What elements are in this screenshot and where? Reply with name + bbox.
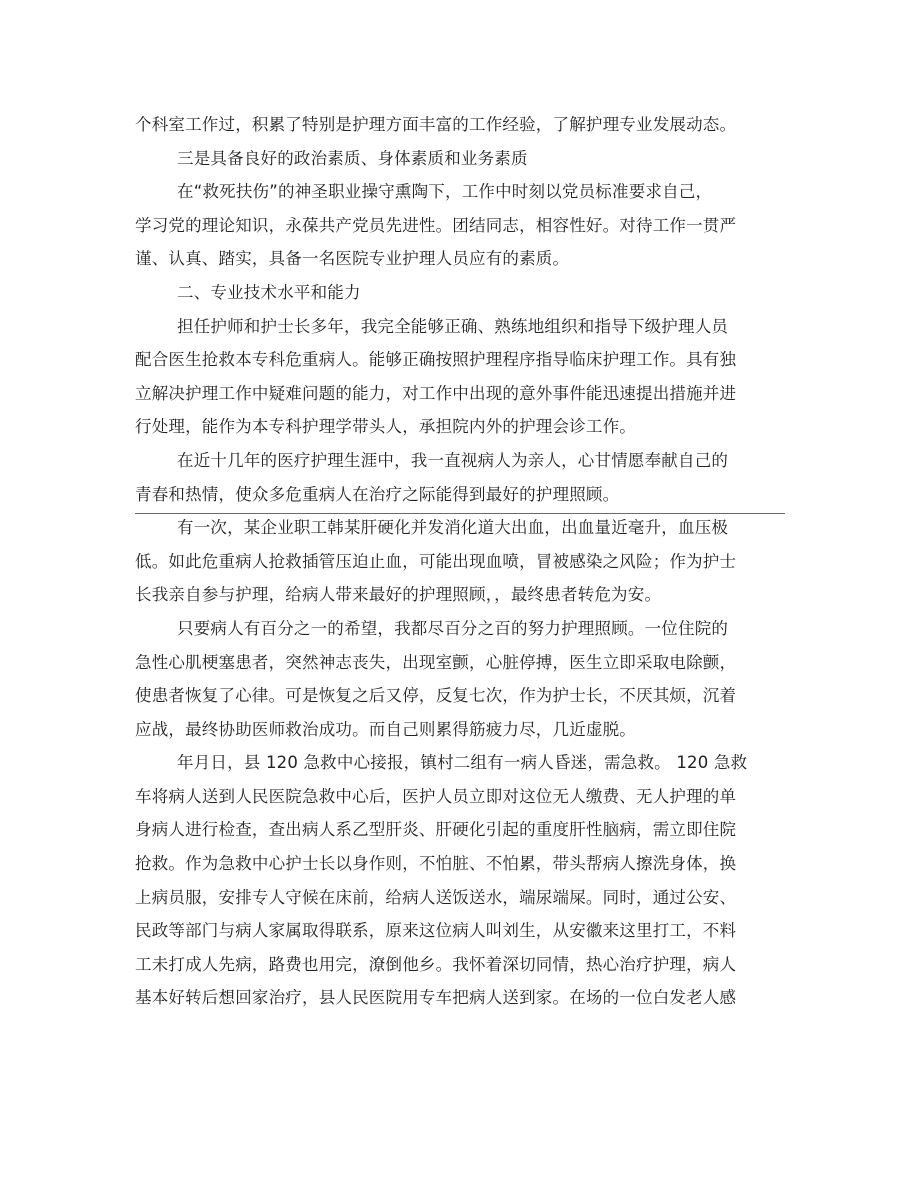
text-line: 个科室工作过，积累了特别是护理方面丰富的工作经验，了解护理专业发展动态。 [135, 115, 737, 134]
text-line: 车将病人送到人民医院急救中心后，医护人员立即对这位无人缴费、无人护理的单 [135, 786, 737, 806]
text-line: 上病员服，安排专人守候在床前，给病人送饭送水，端尿端屎。同时，通过公安、 [135, 887, 737, 907]
text-line: 立解决护理工作中疑难问题的能力，对工作中出现的意外事件能迅速提出措施并进 [135, 383, 737, 403]
text-line: 低。如此危重病人抢救插管压迫止血，可能出现血喷，冒被感染之风险；作为护士 [135, 551, 737, 571]
horizontal-divider [135, 513, 785, 514]
text-line: 只要病人有百分之一的希望，我都尽百分之百的努力护理照顾。一位住院的 [177, 618, 729, 638]
body-text [135, 108, 785, 1015]
text-line: 担任护师和护士长多年，我完全能够正确、熟练地组织和指导下级护理人员 [177, 316, 729, 336]
text-line: 急性心肌梗塞患者，突然神志丧失，出现室颤，心脏停搏，医生立即采取电除颤， [135, 652, 737, 672]
text-line: 三是具备良好的政治素质、身体素质和业务素质 [177, 148, 528, 168]
text-line: 在近十几年的医疗护理生涯中，我一直视病人为亲人，心甘情愿奉献自己的 [177, 450, 729, 470]
text-line: 配合医生抢救本专科危重病人。能够正确按照护理程序指导临床护理工作。具有独 [135, 350, 737, 370]
text-line: 长我亲自参与护理，给病人带来最好的护理照顾，，最终患者转危为安。 [135, 585, 662, 605]
text-line: 抢救。作为急救中心护士长以身作则，不怕脏、不怕累，带头帮病人擦洗身体，换 [135, 854, 737, 874]
text-line: 工未打成人先病，路费也用完，潦倒他乡。我怀着深切同情，热心治疗护理，病人 [135, 954, 737, 974]
text-line: 谨、认真、踏实，具备一名医院专业护理人员应有的素质。 [135, 249, 570, 269]
text-line: 有一次，某企业职工韩某肝硬化并发消化道大出血，出血量近毫升，血压极 [177, 518, 729, 538]
text-line: 使患者恢复了心律。可是恢复之后又停，反复七次，作为护士长，不厌其烦，沉着 [135, 686, 737, 706]
text-line: 应战，最终协助医师救治成功。而自己则累得筋疲力尽，几近虚脱。 [135, 719, 636, 739]
document-body [135, 108, 785, 1015]
text-line: 学习党的理论知识，永葆共产党员先进性。团结同志，相容性好。对待工作一贯严 [135, 215, 737, 235]
text-line: 在“救死扶伤”的神圣职业操守熏陶下，工作中时刻以党员标准要求自己， [177, 182, 713, 202]
text-line: 青春和热情，使众多危重病人在治疗之际能得到最好的护理照顾。 [135, 484, 620, 504]
text-line: 民政等部门与病人家属取得联系，原来这位病人叫刘生，从安徽来这里打工，不料 [135, 921, 737, 941]
text-line: 基本好转后想回家治疗，县人民医院用专车把病人送到家。在场的一位白发老人感 [135, 988, 737, 1008]
text-line: 行处理，能作为本专科护理学带头人，承担院内外的护理会诊工作。 [135, 417, 636, 437]
text-line: 年月日，县 120 急救中心接报，镇村二组有一病人昏迷，需急救。 120 急救 [177, 753, 748, 773]
text-line: 二、专业技术水平和能力 [177, 282, 361, 302]
text-line: 身病人进行检查，查出病人系乙型肝炎、肝硬化引起的重度肝性脑病，需立即住院 [135, 820, 737, 840]
